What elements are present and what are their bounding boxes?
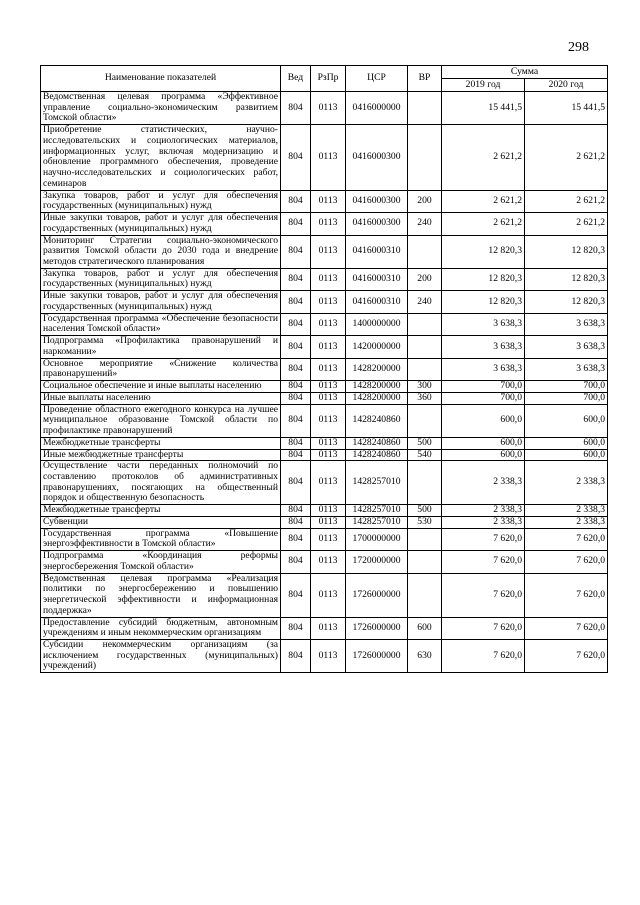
cell-ved: 804 (281, 505, 311, 517)
cell-name: Закупка товаров, работ и услуг для обеспечения государственных (муниципальных) нужд (41, 268, 281, 290)
cell-ved: 804 (281, 125, 311, 190)
cell-csr: 0416000000 (346, 92, 408, 125)
cell-csr: 1428240860 (346, 437, 408, 449)
cell-rzpr: 0113 (311, 125, 346, 190)
cell-name: Ведомственная целевая программа «Реализация политики по энергосбережению и повышению энергетической эффективности и информационная поддержка» (41, 573, 281, 617)
cell-y2020: 3 638,3 (525, 313, 608, 335)
table-row (41, 617, 608, 639)
cell-vr (408, 404, 442, 437)
cell-csr: 0416000300 (346, 125, 408, 190)
table-row (41, 213, 608, 235)
cell-y2019: 2 621,2 (442, 190, 525, 212)
cell-ved: 804 (281, 404, 311, 437)
table-row (41, 639, 608, 672)
cell-ved: 804 (281, 461, 311, 505)
cell-rzpr: 0113 (311, 516, 346, 528)
cell-csr: 1428257010 (346, 505, 408, 517)
cell-vr (408, 336, 442, 358)
cell-ved: 804 (281, 528, 311, 550)
cell-y2019: 7 620,0 (442, 573, 525, 617)
cell-rzpr: 0113 (311, 92, 346, 125)
cell-rzpr: 0113 (311, 190, 346, 212)
cell-csr: 0416000310 (346, 268, 408, 290)
cell-csr: 1700000000 (346, 528, 408, 550)
cell-vr (408, 125, 442, 190)
cell-y2019: 7 620,0 (442, 551, 525, 573)
table-row (41, 573, 608, 617)
table-row (41, 404, 608, 437)
cell-csr: 1726000000 (346, 617, 408, 639)
cell-name: Подпрограмма «Профилактика правонарушений и наркомании» (41, 336, 281, 358)
cell-name: Субвенции (41, 516, 281, 528)
cell-vr: 600 (408, 617, 442, 639)
cell-rzpr: 0113 (311, 551, 346, 573)
table-row (41, 449, 608, 461)
cell-y2019: 2 621,2 (442, 125, 525, 190)
cell-csr: 1428240860 (346, 449, 408, 461)
cell-name: Мониторинг Стратегии социально-экономического развития Томской области до 2030 года и внедрение методов стратегического планирования (41, 235, 281, 268)
cell-y2020: 2 621,2 (525, 213, 608, 235)
cell-ved: 804 (281, 381, 311, 393)
cell-ved: 804 (281, 336, 311, 358)
budget-table (40, 65, 608, 673)
cell-ved: 804 (281, 291, 311, 313)
cell-y2020: 600,0 (525, 449, 608, 461)
cell-vr (408, 358, 442, 380)
cell-y2020: 12 820,3 (525, 235, 608, 268)
cell-vr: 200 (408, 268, 442, 290)
cell-y2020: 12 820,3 (525, 291, 608, 313)
table-row (41, 381, 608, 393)
table-row (41, 336, 608, 358)
cell-name: Иные межбюджетные трансферты (41, 449, 281, 461)
cell-rzpr: 0113 (311, 392, 346, 404)
cell-ved: 804 (281, 213, 311, 235)
cell-vr (408, 528, 442, 550)
cell-rzpr: 0113 (311, 381, 346, 393)
cell-y2019: 2 338,3 (442, 461, 525, 505)
cell-y2019: 3 638,3 (442, 358, 525, 380)
cell-ved: 804 (281, 516, 311, 528)
cell-y2019: 12 820,3 (442, 268, 525, 290)
cell-ved: 804 (281, 392, 311, 404)
table-body (41, 92, 608, 673)
cell-vr (408, 551, 442, 573)
cell-y2020: 12 820,3 (525, 268, 608, 290)
cell-y2019: 700,0 (442, 381, 525, 393)
cell-csr: 1428257010 (346, 461, 408, 505)
cell-name: Приобретение статистических, научно-исследовательских и социологических материалов, информационных услуг, включая модернизацию и обновление программного обеспечения, проведение научно-исследовательских и социологических работ, семинаров (41, 125, 281, 190)
cell-vr: 240 (408, 291, 442, 313)
cell-rzpr: 0113 (311, 639, 346, 672)
cell-rzpr: 0113 (311, 336, 346, 358)
header-2020: 2020 год (525, 79, 608, 92)
cell-name: Закупка товаров, работ и услуг для обеспечения государственных (муниципальных) нужд (41, 190, 281, 212)
cell-y2019: 2 621,2 (442, 213, 525, 235)
cell-vr: 240 (408, 213, 442, 235)
cell-vr (408, 92, 442, 125)
table-row (41, 291, 608, 313)
cell-y2019: 2 338,3 (442, 516, 525, 528)
cell-y2020: 700,0 (525, 392, 608, 404)
cell-vr: 500 (408, 505, 442, 517)
cell-y2019: 12 820,3 (442, 235, 525, 268)
cell-y2020: 7 620,0 (525, 617, 608, 639)
cell-ved: 804 (281, 235, 311, 268)
table-row (41, 528, 608, 550)
cell-y2020: 7 620,0 (525, 551, 608, 573)
cell-vr: 300 (408, 381, 442, 393)
table-row (41, 505, 608, 517)
cell-vr: 360 (408, 392, 442, 404)
cell-y2019: 7 620,0 (442, 639, 525, 672)
cell-csr: 1420000000 (346, 336, 408, 358)
cell-ved: 804 (281, 437, 311, 449)
cell-rzpr: 0113 (311, 617, 346, 639)
cell-vr (408, 461, 442, 505)
cell-name: Государственная программа «Обеспечение безопасности населения Томской области» (41, 313, 281, 335)
cell-y2020: 7 620,0 (525, 639, 608, 672)
table-row (41, 125, 608, 190)
cell-vr: 200 (408, 190, 442, 212)
cell-ved: 804 (281, 639, 311, 672)
cell-y2019: 12 820,3 (442, 291, 525, 313)
cell-y2019: 7 620,0 (442, 528, 525, 550)
cell-y2019: 700,0 (442, 392, 525, 404)
header-sum: Сумма (442, 66, 608, 79)
table-header-row (41, 66, 608, 79)
cell-vr (408, 573, 442, 617)
header-csr: ЦСР (346, 66, 408, 92)
table-row (41, 392, 608, 404)
cell-rzpr: 0113 (311, 437, 346, 449)
cell-y2020: 2 621,2 (525, 125, 608, 190)
cell-y2020: 7 620,0 (525, 528, 608, 550)
cell-y2019: 15 441,5 (442, 92, 525, 125)
cell-ved: 804 (281, 551, 311, 573)
cell-rzpr: 0113 (311, 404, 346, 437)
cell-y2020: 2 338,3 (525, 461, 608, 505)
cell-vr: 500 (408, 437, 442, 449)
cell-y2019: 2 338,3 (442, 505, 525, 517)
cell-y2019: 600,0 (442, 449, 525, 461)
cell-vr (408, 235, 442, 268)
cell-csr: 0416000300 (346, 213, 408, 235)
cell-y2020: 600,0 (525, 437, 608, 449)
cell-name: Предоставление субсидий бюджетным, автономным учреждениям и иным некоммерческим организациям (41, 617, 281, 639)
cell-csr: 0416000300 (346, 190, 408, 212)
header-rzpr: РзПр (311, 66, 346, 92)
cell-y2020: 15 441,5 (525, 92, 608, 125)
cell-name: Подпрограмма «Координация реформы энергосбережения Томской области» (41, 551, 281, 573)
cell-name: Субсидии некоммерческим организациям (за исключением государственных (муниципальных) учреждений) (41, 639, 281, 672)
cell-csr: 1720000000 (346, 551, 408, 573)
cell-y2020: 3 638,3 (525, 358, 608, 380)
cell-vr: 530 (408, 516, 442, 528)
cell-y2019: 3 638,3 (442, 336, 525, 358)
header-vr: ВР (408, 66, 442, 92)
cell-name: Межбюджетные трансферты (41, 437, 281, 449)
cell-y2020: 7 620,0 (525, 573, 608, 617)
cell-y2020: 2 338,3 (525, 516, 608, 528)
cell-rzpr: 0113 (311, 528, 346, 550)
header-name: Наименование показателей (41, 66, 281, 92)
cell-y2019: 3 638,3 (442, 313, 525, 335)
table-row (41, 437, 608, 449)
table-row (41, 235, 608, 268)
cell-name: Иные закупки товаров, работ и услуг для обеспечения государственных (муниципальных) нужд (41, 213, 281, 235)
cell-csr: 1428240860 (346, 404, 408, 437)
cell-name: Ведомственная целевая программа «Эффективное управление социально-экономическим развитием Томской области» (41, 92, 281, 125)
table-row (41, 461, 608, 505)
cell-rzpr: 0113 (311, 449, 346, 461)
header-ved: Вед (281, 66, 311, 92)
cell-rzpr: 0113 (311, 268, 346, 290)
cell-csr: 0416000310 (346, 235, 408, 268)
table-row (41, 92, 608, 125)
cell-y2019: 600,0 (442, 437, 525, 449)
cell-vr (408, 313, 442, 335)
cell-csr: 1428257010 (346, 516, 408, 528)
page-number: 298 (568, 40, 589, 55)
cell-rzpr: 0113 (311, 291, 346, 313)
cell-y2020: 3 638,3 (525, 336, 608, 358)
cell-name: Иные выплаты населению (41, 392, 281, 404)
cell-ved: 804 (281, 617, 311, 639)
cell-y2020: 700,0 (525, 381, 608, 393)
cell-ved: 804 (281, 449, 311, 461)
cell-y2020: 2 338,3 (525, 505, 608, 517)
table-row (41, 551, 608, 573)
cell-ved: 804 (281, 573, 311, 617)
cell-vr: 540 (408, 449, 442, 461)
cell-name: Социальное обеспечение и иные выплаты населению (41, 381, 281, 393)
cell-rzpr: 0113 (311, 461, 346, 505)
cell-y2020: 600,0 (525, 404, 608, 437)
cell-ved: 804 (281, 268, 311, 290)
table-row (41, 313, 608, 335)
table-row (41, 268, 608, 290)
table-row (41, 358, 608, 380)
cell-csr: 0416000310 (346, 291, 408, 313)
cell-csr: 1400000000 (346, 313, 408, 335)
cell-y2020: 2 621,2 (525, 190, 608, 212)
cell-csr: 1428200000 (346, 381, 408, 393)
cell-name: Государственная программа «Повышение энергоэффективности в Томской области» (41, 528, 281, 550)
cell-vr: 630 (408, 639, 442, 672)
cell-ved: 804 (281, 190, 311, 212)
cell-rzpr: 0113 (311, 358, 346, 380)
cell-name: Осуществление части переданных полномочий по составлению протоколов об административных правонарушениях, посягающих на общественный порядок и общественную безопасность (41, 461, 281, 505)
cell-name: Основное мероприятие «Снижение количества правонарушений» (41, 358, 281, 380)
cell-name: Проведение областного ежегодного конкурса на лучшее муниципальное образование Томской области по профилактике правонарушений (41, 404, 281, 437)
cell-csr: 1726000000 (346, 639, 408, 672)
table-row (41, 190, 608, 212)
cell-name: Межбюджетные трансферты (41, 505, 281, 517)
header-2019: 2019 год (442, 79, 525, 92)
cell-rzpr: 0113 (311, 235, 346, 268)
cell-csr: 1726000000 (346, 573, 408, 617)
cell-ved: 804 (281, 92, 311, 125)
cell-ved: 804 (281, 358, 311, 380)
cell-rzpr: 0113 (311, 313, 346, 335)
table-row (41, 516, 608, 528)
cell-rzpr: 0113 (311, 213, 346, 235)
cell-csr: 1428200000 (346, 392, 408, 404)
cell-name: Иные закупки товаров, работ и услуг для обеспечения государственных (муниципальных) нужд (41, 291, 281, 313)
cell-rzpr: 0113 (311, 505, 346, 517)
cell-rzpr: 0113 (311, 573, 346, 617)
cell-ved: 804 (281, 313, 311, 335)
cell-csr: 1428200000 (346, 358, 408, 380)
cell-y2019: 7 620,0 (442, 617, 525, 639)
cell-y2019: 600,0 (442, 404, 525, 437)
